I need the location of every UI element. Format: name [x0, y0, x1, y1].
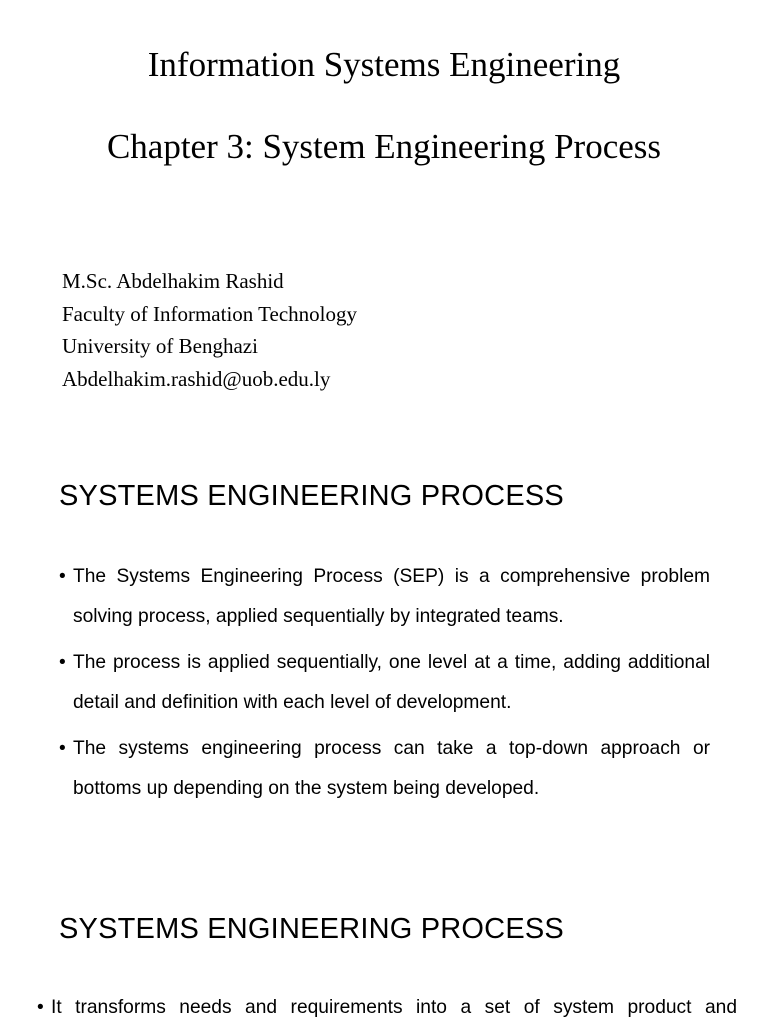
- document-title: Information Systems Engineering: [147, 45, 621, 84]
- slide-2-title: SYSTEMS ENGINEERING PROCESS: [59, 480, 564, 512]
- bullet-item-1: • It transforms needs and requirements into a set of system product and: [37, 990, 737, 1026]
- bullet-item-1: • The Systems Engineering Process (SEP) is a comprehensive problem solving process, applied sequentially by integrated teams.: [59, 557, 710, 637]
- author-faculty: Faculty of Information Technology: [62, 301, 357, 326]
- bullet-item-2: • The process is applied sequentially, one level at a time, adding additional detail and definition with each level of development.: [59, 643, 710, 723]
- author-university: University of Benghazi: [62, 334, 258, 358]
- author-name: M.Sc. Abdelhakim Rashid: [62, 269, 284, 293]
- slide-3-bullets: [37, 990, 737, 1026]
- bullet-item-3: • The systems engineering process can take a top-down approach or bottoms up depending on the system being developed.: [59, 729, 710, 809]
- author-email: Abdelhakim.rashid@uob.edu.ly: [62, 366, 331, 391]
- author-info: [62, 265, 357, 395]
- chapter-title: Chapter 3: System Engineering Process: [106, 127, 662, 166]
- slide-2-bullets: [59, 557, 710, 815]
- slide-3-title: SYSTEMS ENGINEERING PROCESS: [59, 913, 564, 945]
